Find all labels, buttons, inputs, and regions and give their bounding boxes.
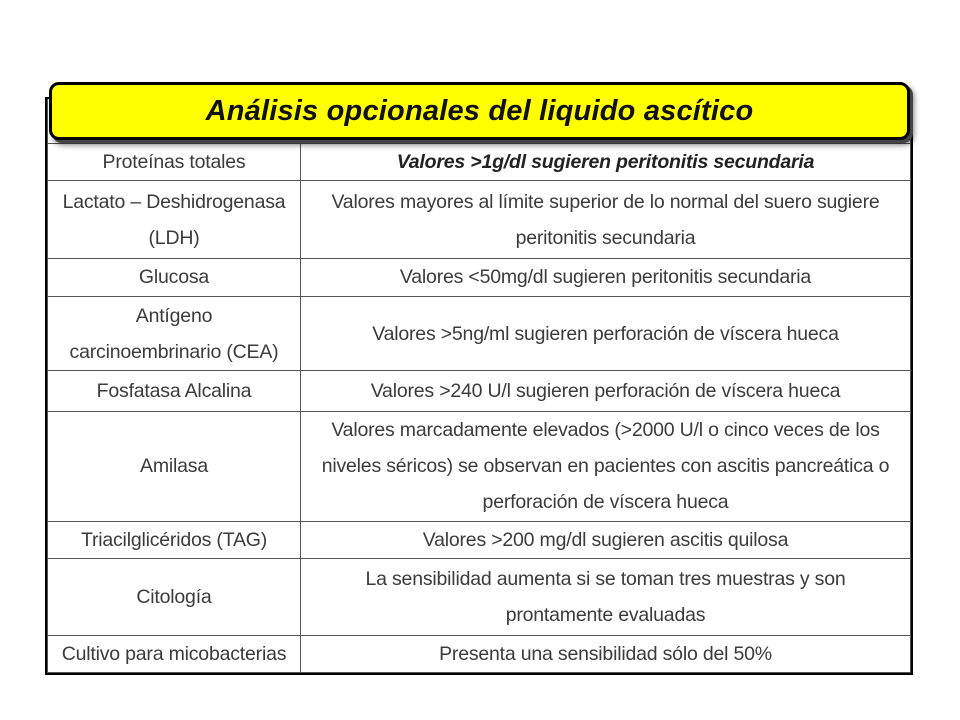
test-name-cell: Glucosa	[48, 258, 301, 296]
test-name-cell: Cultivo para micobacterias	[48, 635, 301, 672]
finding-cell: Valores >1g/dl sugieren peritonitis secundaria	[301, 144, 911, 181]
test-name-cell: Lactato – Deshidrogenasa (LDH)	[48, 181, 301, 258]
test-name-cell: Antígeno carcinoembrinario (CEA)	[48, 296, 301, 370]
test-name-cell: Amilasa	[48, 411, 301, 522]
test-name-cell: Proteínas totales	[48, 144, 301, 181]
test-name-cell: Citología	[48, 559, 301, 635]
page-title: Análisis opcionales del liquido ascítico	[205, 94, 754, 127]
test-name-cell: Triacilglicéridos (TAG)	[48, 522, 301, 559]
table-row	[48, 635, 911, 672]
table-row	[48, 258, 911, 296]
table-row	[48, 144, 911, 181]
title-banner	[49, 82, 910, 140]
finding-cell: Valores marcadamente elevados (>2000 U/l o cinco veces de los niveles séricos) se observan en pacientes con ascitis pancreática o perforación de víscera hueca	[301, 411, 911, 522]
table-row	[48, 411, 911, 522]
ascitic-fluid-table	[45, 94, 913, 675]
finding-cell: La sensibilidad aumenta si se toman tres muestras y son prontamente evaluadas	[301, 559, 911, 635]
finding-cell: Valores <50mg/dl sugieren peritonitis secundaria	[301, 258, 911, 296]
table-row	[48, 371, 911, 411]
finding-cell: Valores >240 U/l sugieren perforación de víscera hueca	[301, 371, 911, 411]
table-row	[48, 181, 911, 258]
finding-cell: Valores >5ng/ml sugieren perforación de víscera hueca	[301, 296, 911, 370]
table-row	[48, 559, 911, 635]
table-row	[48, 296, 911, 370]
test-name-cell: Fosfatasa Alcalina	[48, 371, 301, 411]
finding-cell: Valores >200 mg/dl sugieren ascitis quilosa	[301, 522, 911, 559]
analysis-table	[47, 99, 911, 673]
table-row	[48, 522, 911, 559]
finding-cell: Presenta una sensibilidad sólo del 50%	[301, 635, 911, 672]
finding-cell: Valores mayores al límite superior de lo normal del suero sugiere peritonitis secundaria	[301, 181, 911, 258]
